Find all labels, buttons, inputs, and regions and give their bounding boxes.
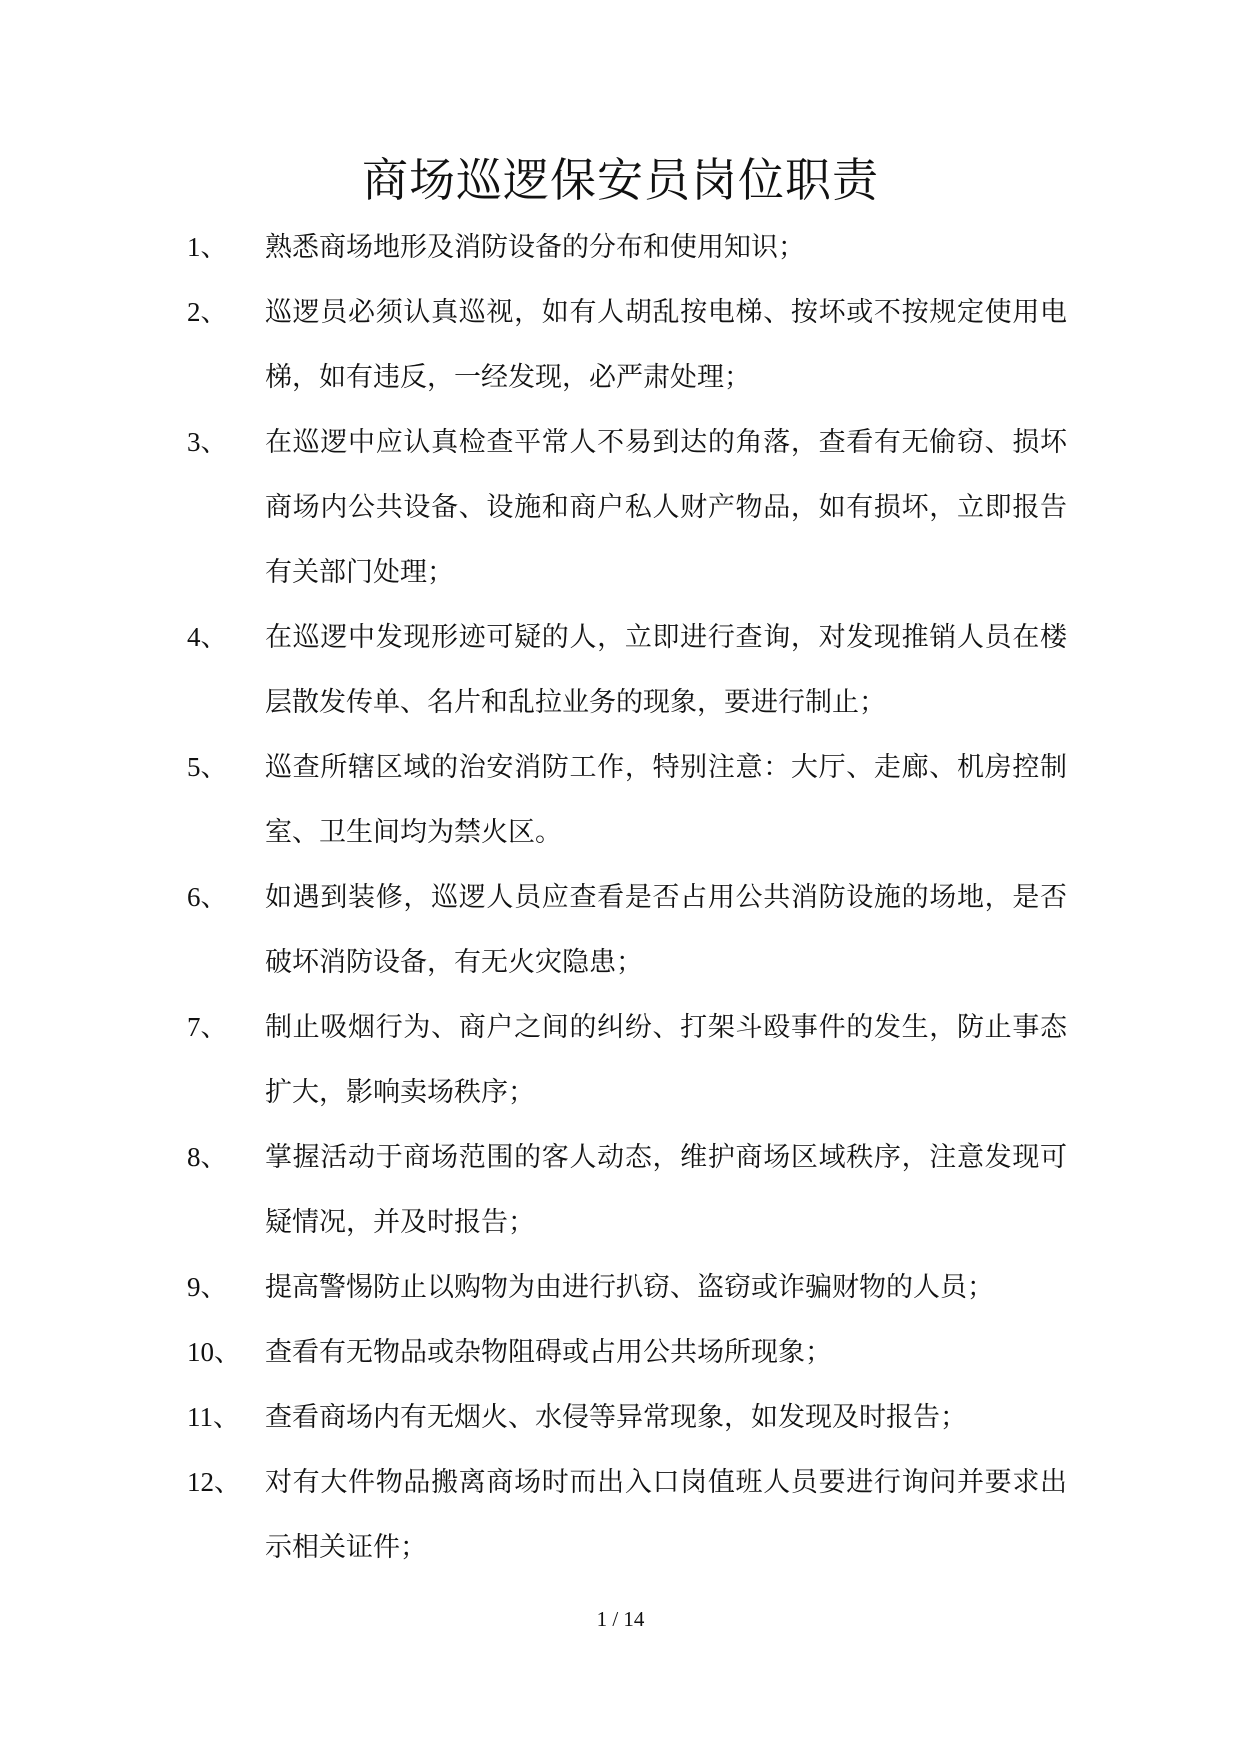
list-item — [187, 735, 1067, 865]
item-number: 9、 — [187, 1272, 228, 1302]
item-text: 如遇到装修，巡逻人员应查看是否占用公共消防设施的场地，是否破坏消防设备，有无火灾隐患； — [265, 882, 1067, 978]
item-number: 3、 — [187, 427, 228, 457]
item-number: 6、 — [187, 882, 228, 912]
duty-list — [187, 215, 1067, 1580]
item-number: 11、 — [187, 1402, 240, 1432]
list-item — [187, 1255, 1067, 1320]
item-text: 制止吸烟行为、商户之间的纠纷、打架斗殴事件的发生，防止事态扩大，影响卖场秩序； — [265, 1012, 1067, 1108]
item-number: 4、 — [187, 622, 228, 652]
list-item — [187, 1125, 1067, 1255]
item-number: 10、 — [187, 1337, 241, 1367]
list-item — [187, 215, 1067, 280]
list-item — [187, 995, 1067, 1125]
item-text: 巡查所辖区域的治安消防工作，特别注意：大厅、走廊、机房控制室、卫生间均为禁火区。 — [265, 752, 1067, 848]
page-title: 商场巡逻保安员岗位职责 — [362, 153, 879, 207]
item-number: 2、 — [187, 297, 228, 327]
page-number: 1 / 14 — [596, 1607, 645, 1631]
item-text: 在巡逻中发现形迹可疑的人，立即进行查询，对发现推销人员在楼层散发传单、名片和乱拉业务的现象，要进行制止； — [265, 622, 1067, 718]
list-item — [187, 410, 1067, 605]
list-item — [187, 1385, 1067, 1450]
item-text: 在巡逻中应认真检查平常人不易到达的角落，查看有无偷窃、损坏商场内公共设备、设施和商户私人财产物品，如有损坏，立即报告有关部门处理； — [265, 427, 1067, 588]
item-text: 查看有无物品或杂物阻碍或占用公共场所现象； — [265, 1337, 832, 1368]
item-text: 提高警惕防止以购物为由进行扒窃、盗窃或诈骗财物的人员； — [265, 1272, 994, 1303]
item-number: 1、 — [187, 232, 228, 262]
item-number: 5、 — [187, 752, 228, 782]
list-item — [187, 1320, 1067, 1385]
item-text: 巡逻员必须认真巡视，如有人胡乱按电梯、按坏或不按规定使用电梯，如有违反，一经发现，必严肃处理； — [265, 297, 1067, 393]
item-number: 8、 — [187, 1142, 228, 1172]
item-number: 12、 — [187, 1467, 241, 1497]
item-text: 熟悉商场地形及消防设备的分布和使用知识； — [265, 232, 805, 263]
item-text: 掌握活动于商场范围的客人动态，维护商场区域秩序，注意发现可疑情况，并及时报告； — [265, 1142, 1067, 1238]
item-number: 7、 — [187, 1012, 228, 1042]
item-text: 对有大件物品搬离商场时而出入口岗值班人员要进行询问并要求出示相关证件； — [265, 1467, 1067, 1563]
item-text: 查看商场内有无烟火、水侵等异常现象，如发现及时报告； — [265, 1402, 967, 1433]
list-item — [187, 1450, 1067, 1580]
list-item — [187, 865, 1067, 995]
list-item — [187, 605, 1067, 735]
list-item — [187, 280, 1067, 410]
